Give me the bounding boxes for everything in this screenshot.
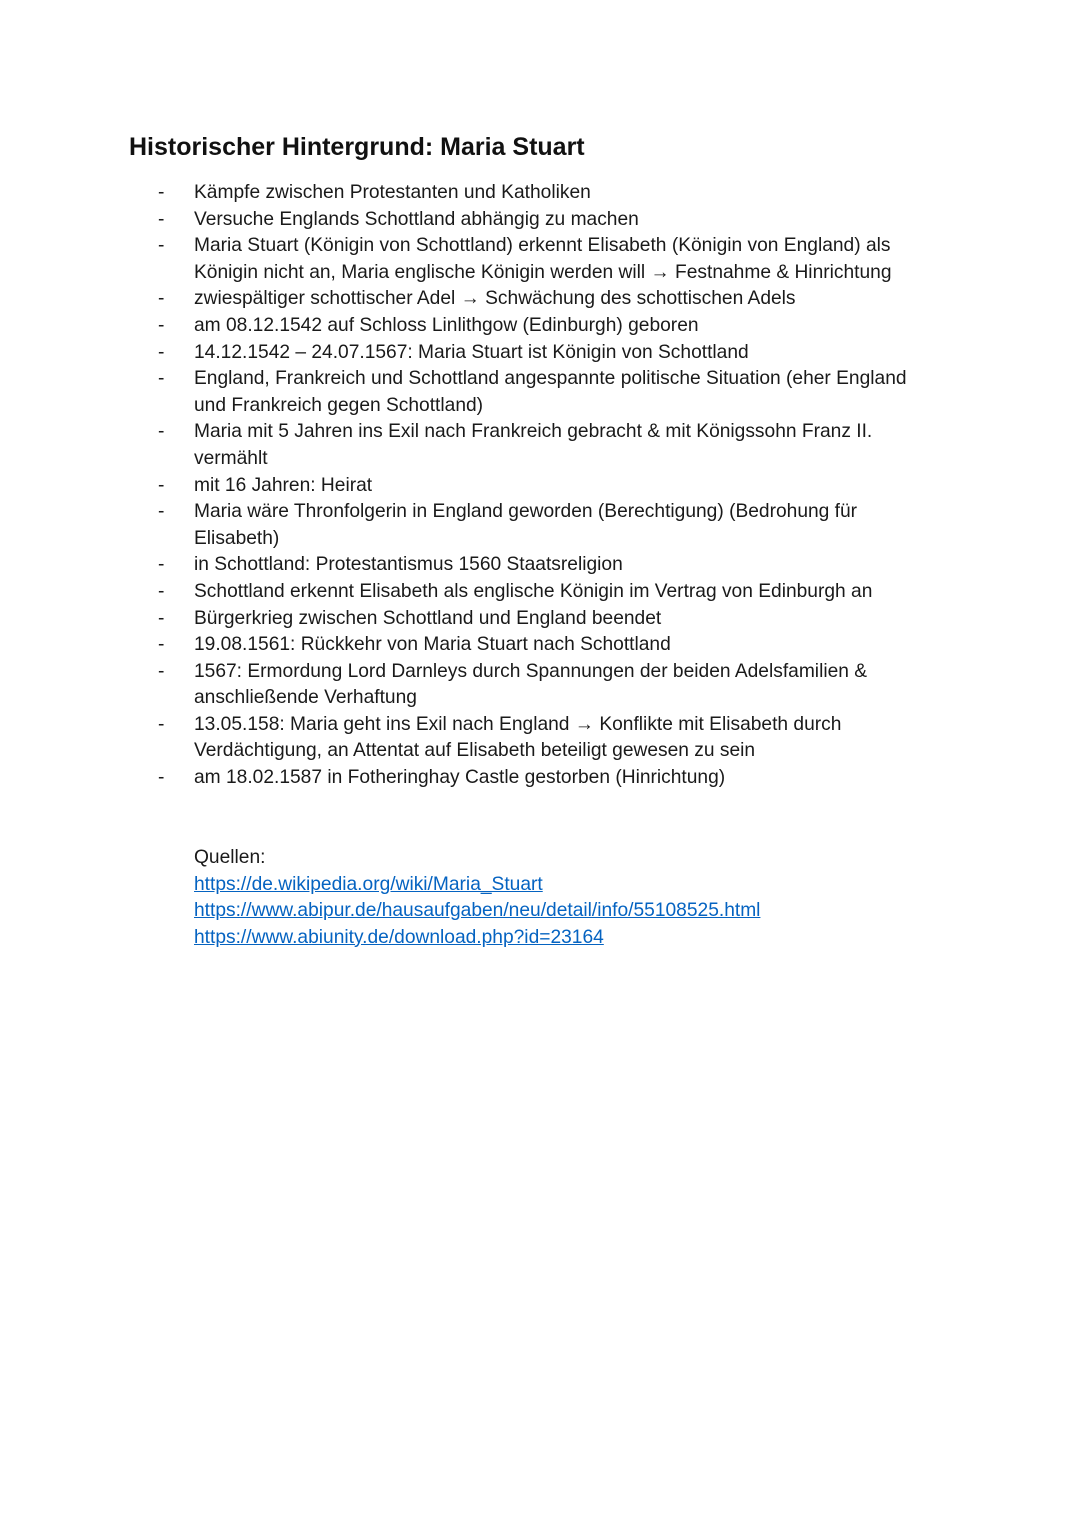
list-item (0, 499, 940, 552)
bullet-text: Maria Stuart (Königin von Schottland) erkennt Elisabeth (Königin von England) als Königin nicht an, Maria englische Königin werden will → Festnahme & Hinrichtung (194, 235, 892, 283)
list-item (0, 180, 940, 207)
list-item (0, 552, 940, 579)
bullet-text: in Schottland: Protestantismus 1560 Staatsreligion (194, 554, 623, 576)
source-link-wikipedia[interactable]: https://de.wikipedia.org/wiki/Maria_Stuart (194, 873, 543, 895)
bullet-text: Versuche Englands Schottland abhängig zu machen (194, 208, 639, 230)
bullet-dash: - (158, 368, 165, 390)
bullet-text: Maria wäre Thronfolgerin in England geworden (Berechtigung) (Bedrohung für Elisabeth) (194, 501, 858, 549)
bullet-text: Bürgerkrieg zwischen Schottland und England beendet (194, 607, 662, 629)
source-link-abiunity[interactable]: https://www.abiunity.de/download.php?id=23164 (194, 926, 604, 948)
list-item (0, 765, 940, 792)
bullet-dash: - (158, 767, 165, 789)
bullet-dash: - (158, 421, 165, 443)
list-item (0, 286, 940, 313)
list-item (0, 233, 940, 286)
bullet-dash: - (158, 341, 165, 363)
list-item (0, 579, 940, 606)
list-item (0, 207, 940, 234)
bullet-text: 14.12.1542 – 24.07.1567: Maria Stuart ist Königin von Schottland (194, 341, 749, 363)
list-item (0, 366, 940, 419)
list-item (0, 473, 940, 500)
bullet-dash: - (158, 501, 165, 523)
bullet-text: 1567: Ermordung Lord Darnleys durch Spannungen der beiden Adelsfamilien & anschließende Verhaftung (194, 660, 868, 709)
bullet-dash: - (158, 607, 165, 629)
bullet-text: mit 16 Jahren: Heirat (194, 474, 373, 496)
bullet-dash: - (158, 314, 165, 336)
bullet-list (0, 180, 1080, 792)
bullet-dash: - (158, 208, 165, 230)
list-item (0, 712, 940, 765)
bullet-dash: - (158, 554, 165, 576)
bullet-dash: - (158, 182, 165, 203)
bullet-text: Maria mit 5 Jahren ins Exil nach Frankreich gebracht & mit Königssohn Franz II. vermählt (194, 421, 873, 469)
bullet-text: Kämpfe zwischen Protestanten und Katholiken (194, 182, 591, 203)
bullet-text: am 18.02.1587 in Fotheringhay Castle gestorben (Hinrichtung) (194, 767, 726, 789)
bullet-dash: - (158, 713, 165, 735)
bullet-dash: - (158, 660, 165, 682)
document-title: Historischer Hintergrund: Maria Stuart (129, 133, 585, 161)
bullet-text: am 08.12.1542 auf Schloss Linlithgow (Edinburgh) geboren (194, 314, 699, 336)
sources-label: Quellen: (194, 847, 266, 868)
list-item (0, 313, 940, 340)
bullet-dash: - (158, 474, 165, 496)
bullet-dash: - (158, 580, 165, 602)
list-item (0, 632, 940, 659)
bullet-text: zwiespältiger schottischer Adel → Schwächung des schottischen Adels (194, 288, 796, 310)
bullet-dash: - (158, 235, 165, 257)
bullet-text: Schottland erkennt Elisabeth als englische Königin im Vertrag von Edinburgh an (194, 580, 873, 602)
sources-section (194, 845, 760, 951)
list-item (0, 659, 940, 712)
bullet-text: 13.05.158: Maria geht ins Exil nach England → Konflikte mit Elisabeth durch Verdächtigung, an Attentat auf Elisabeth beteiligt gewesen zu sein (194, 713, 842, 762)
bullet-text: 19.08.1561: Rückkehr von Maria Stuart nach Schottland (194, 634, 671, 656)
list-item (0, 419, 940, 472)
bullet-text: England, Frankreich und Schottland angespannte politische Situation (eher England und Frankreich gegen Schottland) (194, 368, 907, 416)
bullet-dash: - (158, 634, 165, 656)
list-item (0, 606, 940, 633)
list-item (0, 340, 940, 367)
source-link-abipur[interactable]: https://www.abipur.de/hausaufgaben/neu/detail/info/55108525.html (194, 900, 761, 922)
bullet-dash: - (158, 288, 165, 310)
